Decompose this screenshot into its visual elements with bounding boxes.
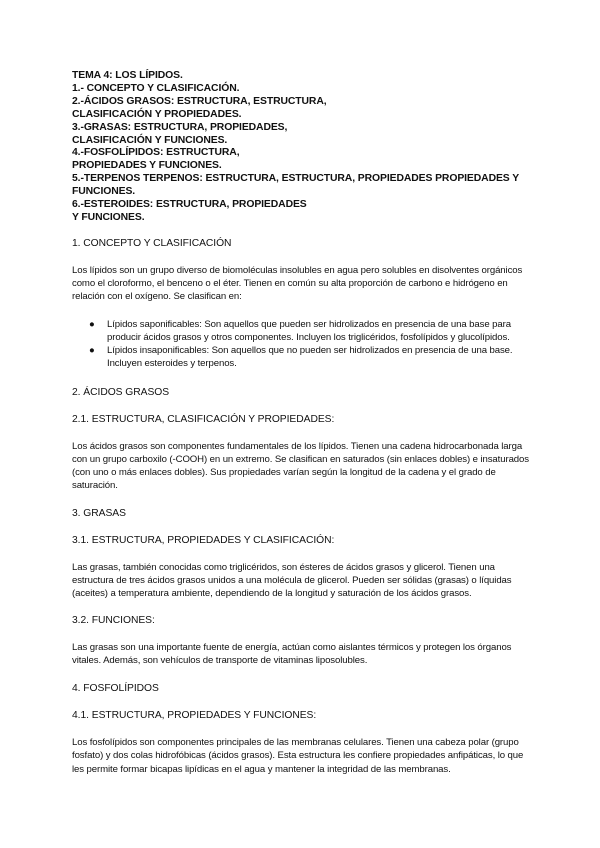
toc-line: Y FUNCIONES.: [72, 211, 145, 223]
toc-line: CLASIFICACIÓN Y FUNCIONES.: [72, 134, 228, 146]
toc-line: PROPIEDADES Y FUNCIONES.: [72, 160, 222, 172]
toc-line: 3.-GRASAS: ESTRUCTURA, PROPIEDADES,: [72, 121, 288, 133]
list-item-text: Lípidos saponificables: Son aquellos que pueden ser hidrolizados en presencia de una base para producir ácidos grasos y otros componentes. Incluyen los triglicéridos, fosfolípidos y glucolípidos.: [107, 319, 511, 344]
toc-title: TEMA 4: LOS LÍPIDOS.: [72, 70, 183, 81]
section-3-1-subheading: 3.1. ESTRUCTURA, PROPIEDADES Y CLASIFICACIÓN:: [72, 534, 335, 546]
section-4-heading: 4. FOSFOLÍPIDOS: [72, 683, 159, 695]
section-3-2-paragraph: Las grasas son una importante fuente de energía, actúan como aislantes térmicos y protegen los órganos vitales. Además, son vehículos de transporte de vitaminas liposolubles.: [72, 642, 512, 667]
section-1-heading: 1. CONCEPTO Y CLASIFICACIÓN: [72, 237, 232, 249]
section-2-heading: 2. ÁCIDOS GRASOS: [72, 386, 170, 398]
toc-line: 5.-TERPENOS TERPENOS: ESTRUCTURA, ESTRUCTURA, PROPIEDADES PROPIEDADES Y: [72, 173, 520, 185]
section-3-2-subheading: 3.2. FUNCIONES:: [72, 615, 155, 627]
bullet-icon: ●: [89, 319, 95, 331]
section-2-paragraph: Los ácidos grasos son componentes fundamentales de los lípidos. Tienen una cadena hidrocarbonada larga con un grupo carboxilo (-COOH) en un extremo. Se clasifican en saturados (sin enlaces dobles) e insaturados (con uno o más enlaces dobles). Sus propiedades varían según la longitud de la cadena y el grado de saturación.: [72, 440, 529, 491]
lipid-classification-list: [72, 318, 532, 370]
toc-line: FUNCIONES.: [72, 186, 136, 198]
section-3-1-paragraph: Las grasas, también conocidas como triglicéridos, son ésteres de ácidos grasos y glicerol. Tienen una estructura de tres ácidos grasos unidos a una molécula de glicerol. Pueden ser sólidas (grasas) o líquidas (aceites) a temperatura ambiente, dependiendo de la longitud y saturación de los ácidos grasos.: [72, 561, 512, 600]
document-page: [72, 70, 532, 776]
section-4-subheading: 4.1. ESTRUCTURA, PROPIEDADES Y FUNCIONES:: [72, 710, 317, 722]
toc-line: 6.-ESTEROIDES: ESTRUCTURA, PROPIEDADES: [72, 199, 307, 211]
toc-line: 1.- CONCEPTO Y CLASIFICACIÓN.: [72, 82, 240, 94]
list-item: [72, 344, 532, 370]
list-item-text: Lípidos insaponificables: Son aquellos que no pueden ser hidrolizados en presencia de una base. Incluyen esteroides y terpenos.: [107, 345, 513, 370]
toc-line: 4.-FOSFOLÍPIDOS: ESTRUCTURA,: [72, 147, 240, 159]
section-1-paragraph: Los lípidos son un grupo diverso de biomoléculas insolubles en agua pero solubles en disolventes orgánicos como el cloroformo, el benceno o el éter. Tienen en común su alta proporción de carbono e hidrógeno en relación con el oxígeno. Se clasifican en:: [72, 264, 523, 303]
toc-line: CLASIFICACIÓN Y PROPIEDADES.: [72, 108, 242, 120]
list-item: [72, 318, 532, 344]
toc-line: 2.-ÁCIDOS GRASOS: ESTRUCTURA, ESTRUCTURA,: [72, 95, 327, 107]
section-2-subheading: 2.1. ESTRUCTURA, CLASIFICACIÓN Y PROPIEDADES:: [72, 413, 335, 425]
section-4-paragraph: Los fosfolípidos son componentes principales de las membranas celulares. Tienen una cabeza polar (grupo fosfato) y dos colas hidrofóbicas (ácidos grasos). Esta estructura les confiere propiedades anfipáticas, lo que les permite formar bicapas lipídicas en el agua y mantener la integridad de las membranas.: [72, 737, 524, 775]
table-of-contents: [72, 70, 532, 225]
bullet-icon: ●: [89, 345, 95, 357]
section-3-heading: 3. GRASAS: [72, 507, 126, 519]
